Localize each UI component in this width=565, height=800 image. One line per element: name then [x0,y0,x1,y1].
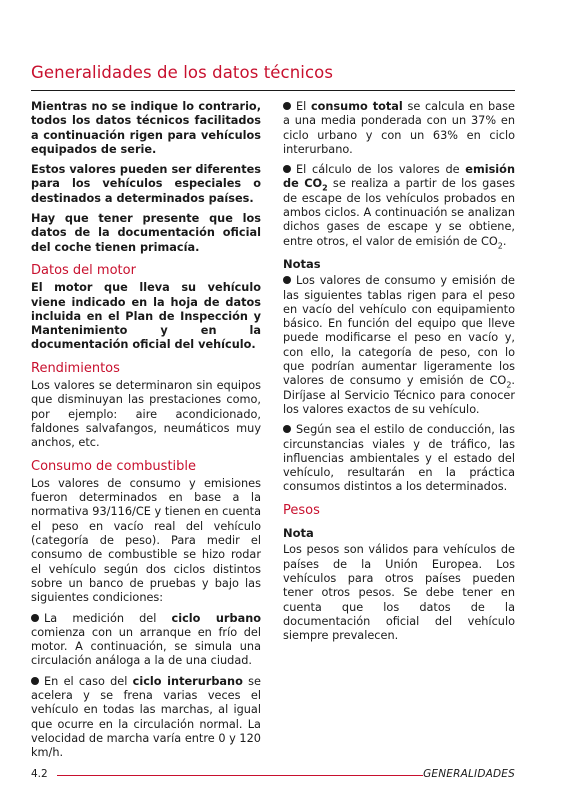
bullet-icon [31,677,39,685]
intro-paragraph-1: Mientras no se indique lo contrario, todos los datos técnicos facilitados a continuación rigen para vehículos equipados de serie. [31,100,261,156]
page-title: Generalidades de los datos técnicos [31,63,334,82]
heading-notas: Notas [283,256,321,271]
rendimientos-paragraph: Los valores se determinaron sin equipos que disminuyan las prestaciones como, por ejemplo: aire acondicionado, faldones salvafangos, neumáticos muy anchos, etc. [31,379,261,450]
intro-paragraph-3: Hay que tener presente que los datos de la documentación oficial del coche tienen primacía. [31,212,261,254]
heading-nota: Nota [283,526,314,541]
footer-divider [57,775,423,776]
motor-paragraph: El motor que lleva su vehículo viene indicado en la hoja de datos incluida en el Plan de Inspección y Mantenimiento y en la documentación oficial del vehículo. [31,281,261,352]
nota-bullet-1: Los valores de consumo y emisión de las siguientes tablas rigen para el peso en vacío del vehículo con equipamiento básico. En función del equipo que lleve puede modificarse el peso en vacío y, con ello, la categoría de peso, con lo que podrían aumentar ligeramente los valores de consumo y emisión de $CO_2$. Diríjase al Servicio Técnico para conocer los valores exactos de su vehículo. [283,274,515,416]
heading-pesos: Pesos [283,502,320,518]
consumo-paragraph: Los valores de consumo y emisiones fueron determinados en base a la normativa 93/116/CE y tienen en cuenta el peso en vacío real del vehículo (categoría de peso). Para medir el consumo de combustible se hizo rodar el vehículo según dos ciclos distintos sobre un banco de pruebas y bajo las siguientes condiciones: [31,476,261,605]
bullet-icon [283,276,291,284]
heading-consumo: Consumo de combustible [31,458,197,474]
bullet-icon [283,425,291,433]
bullet-icon [31,614,39,622]
title-divider [31,90,515,91]
section-label: GENERALIDADES [423,768,515,780]
bullet-emision-co2: El cálculo de los valores de emisión de $CO_2$ se realiza a partir de los gases de escape de los vehículos probados en ambos ciclos. A continuación se analizan dichos gases de escape y se obtiene, entre otros, el valor de emisión de $CO_2$. [283,163,515,250]
bullet-icon [283,102,291,110]
right-column [283,100,515,649]
bullet-consumo-total: El consumo total se calcula en base a una media ponderada con un 37% en ciclo urbano y con un 63% en ciclo interurbano. [283,100,515,156]
intro-paragraph-2: Estos valores pueden ser diferentes para los vehículos especiales o destinados a determinados países. [31,163,261,205]
bullet-ciclo-interurbano: En el caso del ciclo interurbano se acelera y se frena varias veces el vehículo en todas las marchas, al igual que ocurre en la circulación normal. La velocidad de marcha varía entre 0 y 120 km/h. [31,674,261,760]
page-number: 4.2 [31,768,48,780]
left-column [31,100,261,766]
bullet-ciclo-urbano: La medición del ciclo urbano comienza con un arranque en frío del motor. A continuación, se simula una circulación análoga a la de una ciudad. [31,611,261,668]
pesos-paragraph: Los pesos son válidos para vehículos de países de la Unión Europea. Los vehículos para otros países pueden tener otros pesos. Se debe tener en cuenta que los datos de la documentación oficial del vehículo siempre prevalecen. [283,543,515,643]
page-footer [31,768,515,782]
bullet-icon [283,165,291,173]
heading-datos-motor: Datos del motor [31,262,136,278]
heading-rendimientos: Rendimientos [31,360,120,376]
nota-bullet-2: Según sea el estilo de conducción, las circunstancias viales y de tráfico, las influencias ambientales y el estado del vehículo, resultarán en la práctica consumos distintos a los determinados. [283,423,515,494]
